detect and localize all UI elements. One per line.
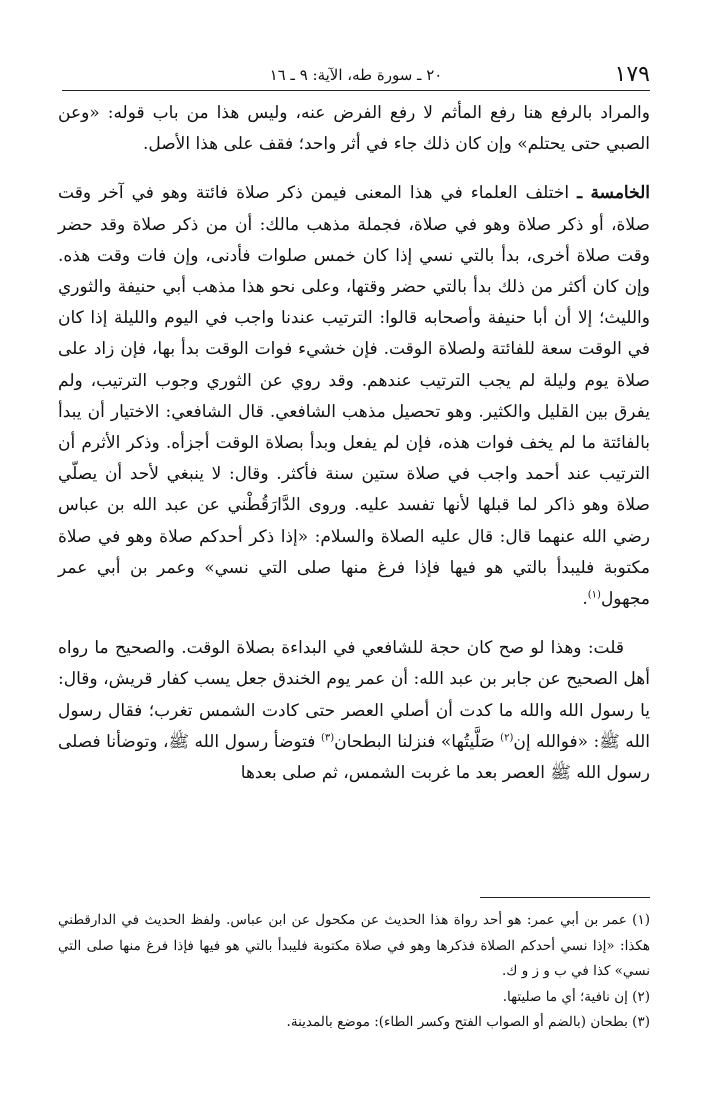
page-header: [62, 56, 650, 91]
footnote-2: (٢) إن نافية؛ أي ما صليتها.: [502, 988, 650, 1005]
paragraph-2: [58, 178, 650, 615]
running-head: ٢٠ ـ سورة طه، الآية: ٩ ـ ١٦: [269, 66, 443, 84]
footnote-ref-3[interactable]: (٣): [320, 732, 335, 744]
footnote-divider: [480, 897, 650, 898]
footnote-ref-2[interactable]: (٢): [500, 732, 514, 744]
paragraph-2-text: اختلف العلماء في هذا المعنى فيمن ذكر صلاة فائتة وهو في آخر وقت صلاة، أو ذكر صلاة وهو في صلاة، فجملة مذهب مالك: أن من ذكر صلاة وقد حضر وقت صلاة أخرى، بدأ بالتي نسي إذا كان خمس صلوات فأدنى، وإن فات وقت هذه. وإن كان أكثر من ذلك بدأ بالتي حضر وقتها، وعلى نحو هذا مذهب أبي حنيفة والثوري والليث؛ إلا أن أبا حنيفة وأصحابه قالوا: الترتيب عندنا واجب في اليوم والليلة إذا كان في الوقت سعة للفائتة ولصلاة الوقت. فإن خشيء فوات الوقت بدأ بها، فإن زاد على صلاة يوم وليلة لم يجب الترتيب عندهم. وقد روي عن الثوري وجوب الترتيب، ولم يفرق بين القليل والكثير. وهو تحصيل مذهب الشافعي. قال الشافعي: الاختيار أن يبدأ بالفائتة ما لم يخف فوات هذه، فإن لم يفعل وبدأ بصلاة الوقت أجزأه. وذكر الأثرم أن الترتيب عند أحمد واجب في صلاة ستين سنة فأكثر. وقال: لا ينبغي لأحد أن يصلّي صلاة وهو ذاكر لما قبلها لأنها تفسد عليه. وروى الدَّارَقُطْني عن عبد الله بن عباس رضي الله عنهما قال: قال عليه الصلاة والسلام: «إذا ذكر أحدكم صلاة وهو في صلاة مكتوبة فليبدأ بالتي هو فيها فإذا فرغ منها صلى التي نسي» وعمر بن أبي عمر مجهول: [58, 183, 650, 610]
footnote-1: (١) عمر بن أبي عمر: هو أحد رواة هذا الحديث عن مكحول عن ابن عباس. ولفظ الحديث في الدارقطني هكذا: «إذا نسي أحدكم الصلاة فذكرها وهو في صلاة مكتوبة فليبدأ بالتي هو فيها فإذا فرغ منها صلى التي نسي» كذا في ب و ز و ك.: [58, 912, 650, 979]
paragraph-2-end: .: [582, 589, 588, 610]
paragraph-3-part-a: قلت: وهذا لو صح كان حجة للشافعي في البداءة بصلاة الوقت. والصحيح ما رواه أهل الصحيح عن جابر بن عبد الله: أن عمر يوم الخندق جعل يسب كفار قريش، وقال: يا رسول الله والله ما كدت أن أصلي العصر حتى كادت الشمس تغرب؛ فقال رسول الله ﷺ: «فوالله إن: [58, 638, 650, 752]
footnote-ref-1[interactable]: (١): [587, 589, 601, 601]
paragraph-3-part-b: صَلَّيتُها» فنزلنا البطحان: [334, 731, 501, 752]
page-number: ١٧٩: [614, 62, 650, 87]
footnote-3: (٣) بطحان (بالضم أو الصواب الفتح وكسر الطاء): موضع بالمدينة.: [286, 1014, 650, 1030]
section-heading-fifth: الخامسة ـ: [577, 183, 650, 204]
paragraph-1: والمراد بالرفع هنا رفع المأثم لا رفع الفرض عنه، وليس هذا من باب قوله: «وعن الصبي حتى يحتلم» وإن كان ذلك جاء في أثر واحد؛ فقف على هذا الأصل.: [58, 103, 650, 155]
paragraph-3-part-c: فتوضأ رسول الله ﷺ، وتوضأنا فصلى رسول الله ﷺ العصر بعد ما غربت الشمس، ثم صلى بعدها: [58, 731, 650, 784]
footnotes: [58, 908, 650, 1036]
main-text: [58, 98, 650, 789]
paragraph-3: [58, 633, 650, 789]
